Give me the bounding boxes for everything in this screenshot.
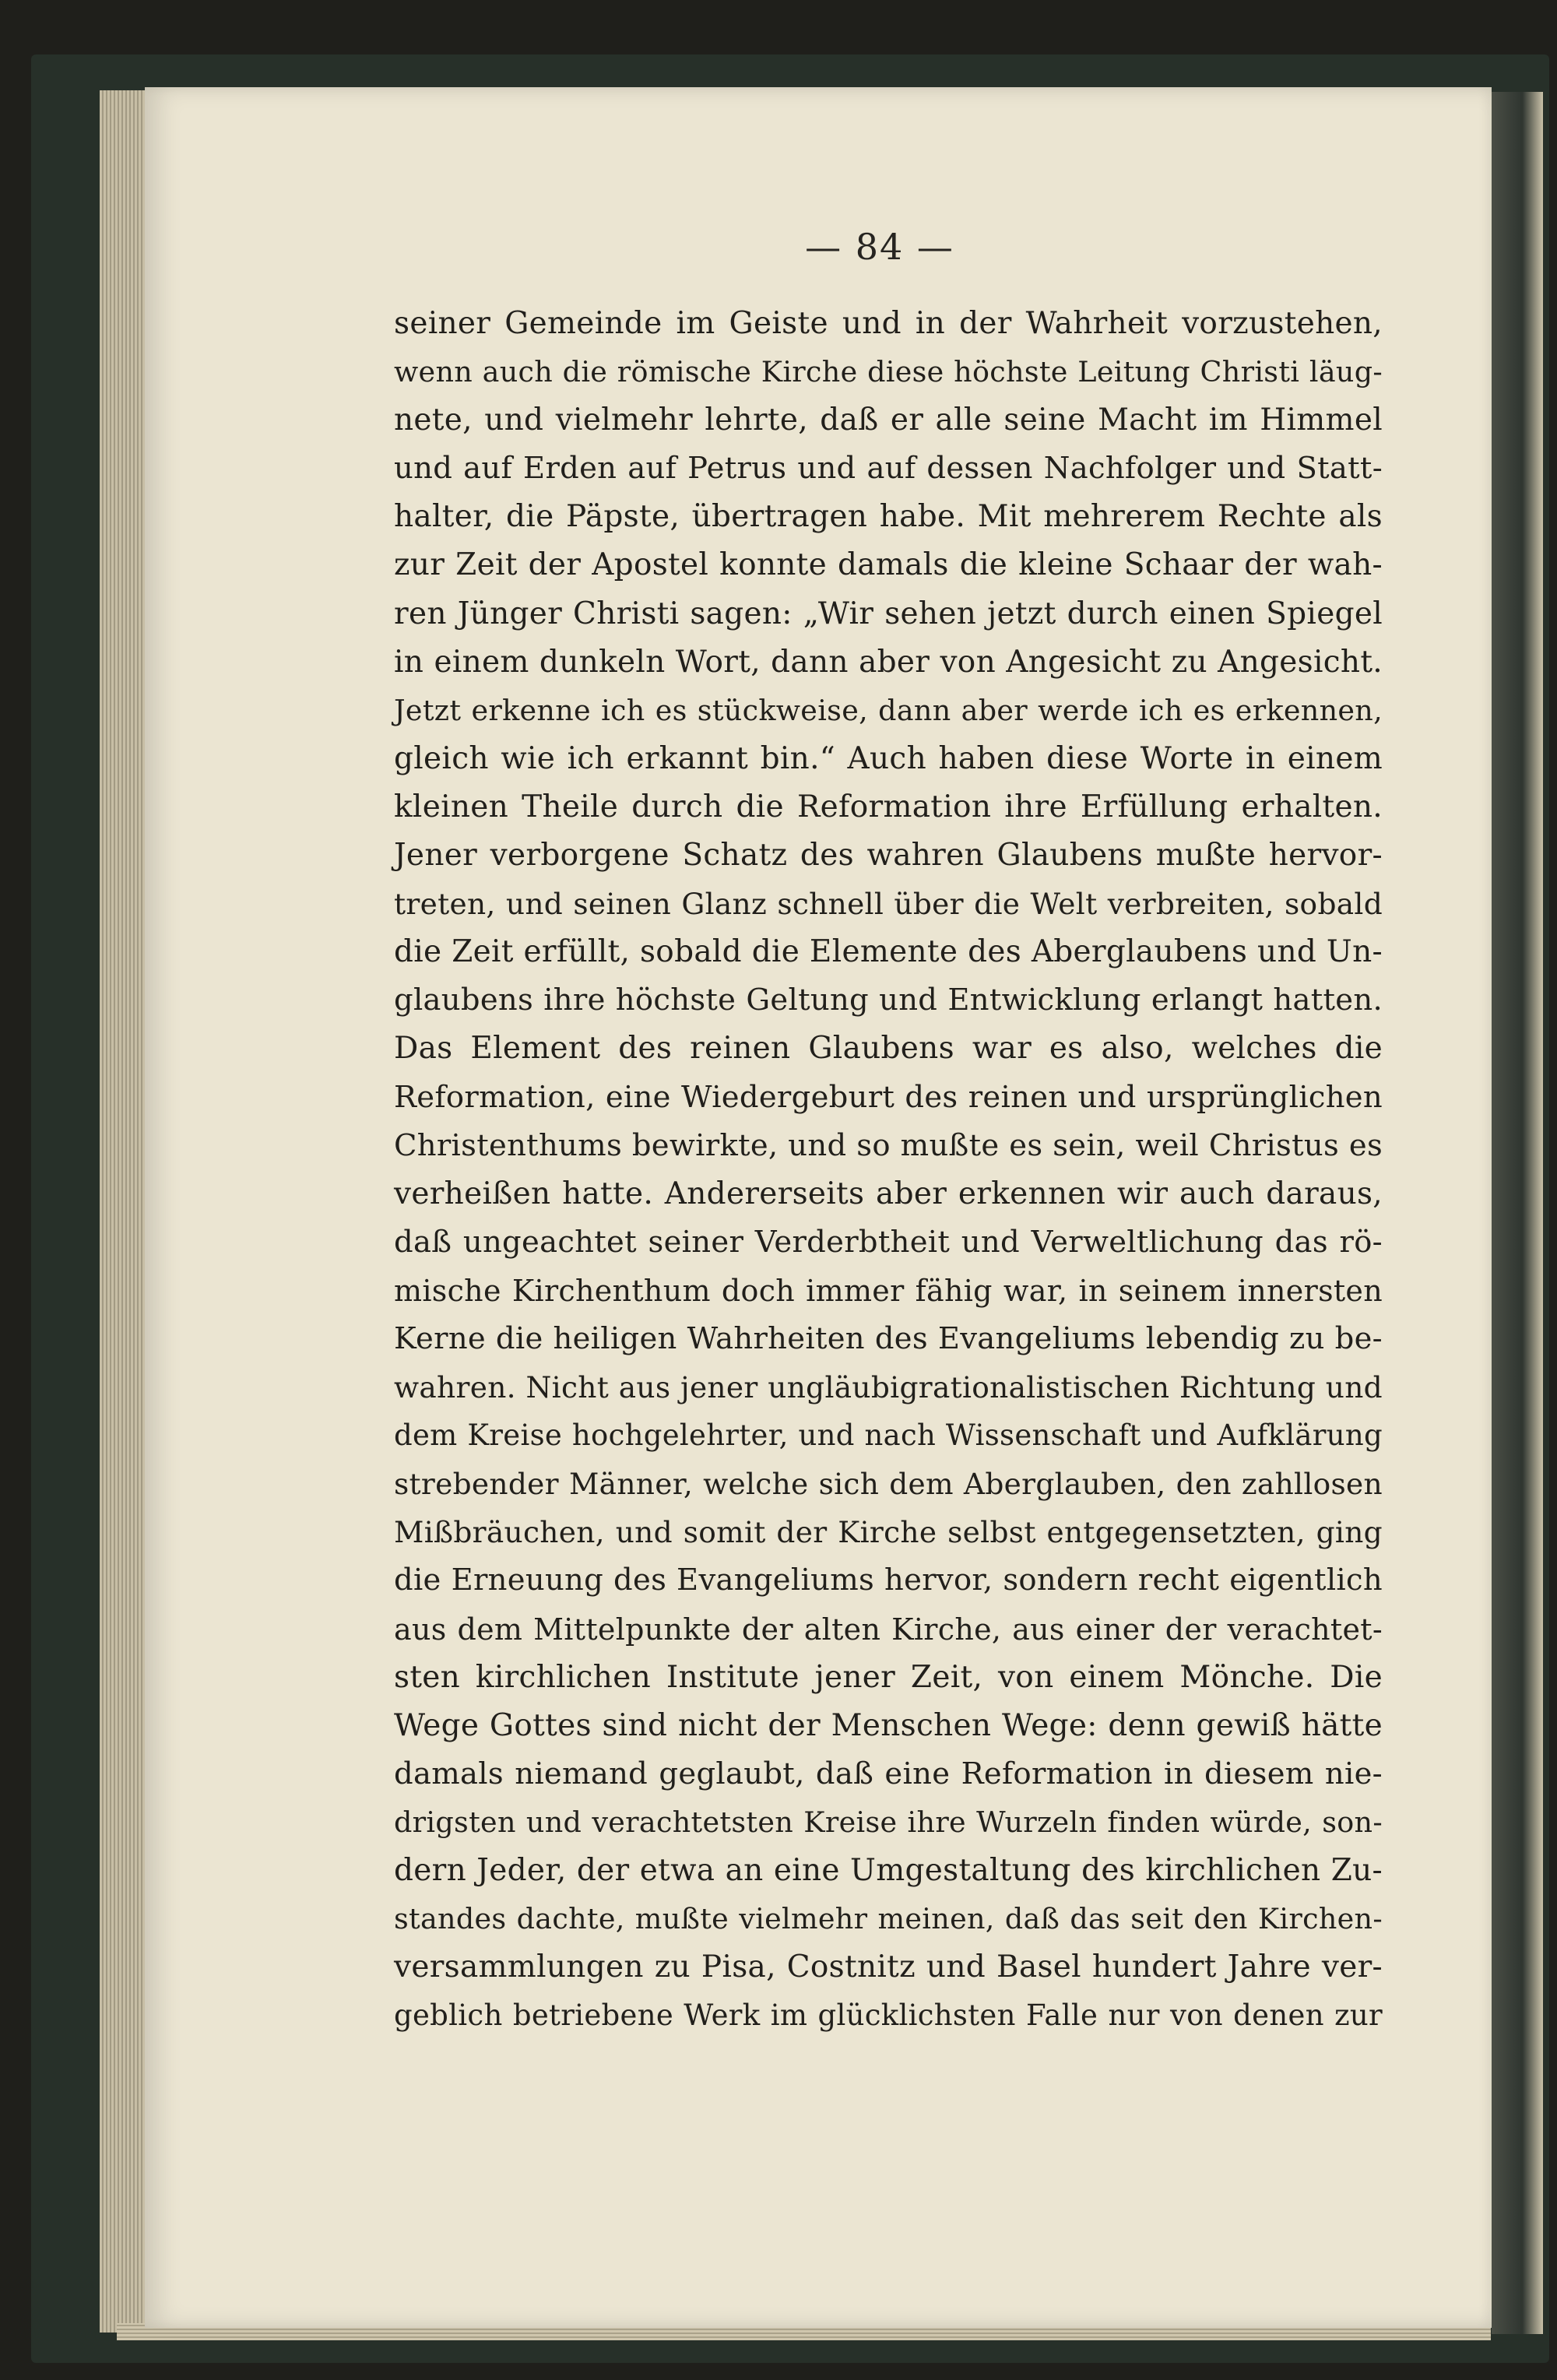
text-line: verheißen hatte. Andererseits aber erkennen wir auch daraus, bbox=[394, 1176, 1383, 1211]
text-line: strebender Männer, welche sich dem Aberglauben, den zahllosen bbox=[394, 1467, 1383, 1502]
text-line: wenn auch die römische Kirche diese höchste Leitung Christi läug- bbox=[394, 355, 1383, 389]
text-line: kleinen Theile durch die Reformation ihre Erfüllung erhalten. bbox=[394, 789, 1383, 824]
text-line: nete, und vielmehr lehrte, daß er alle seine Macht im Himmel bbox=[394, 403, 1383, 438]
text-line: geblich betriebene Werk im glücklichsten Falle nur von denen zur bbox=[394, 1999, 1383, 2033]
text-line: Jener verborgene Schatz des wahren Glaubens mußte hervor- bbox=[394, 838, 1383, 874]
text-line: gleich wie ich erkannt bin.“ Auch haben diese Worte in einem bbox=[394, 740, 1383, 776]
text-line: treten, und seinen Glanz schnell über die Welt verbreiten, sobald bbox=[394, 887, 1383, 922]
text-line: Jetzt erkenne ich es stückweise, dann aber werde ich es erkennen, bbox=[394, 693, 1383, 727]
text-line: daß ungeachtet seiner Verderbtheit und Verweltlichung das rö- bbox=[394, 1224, 1383, 1260]
text-line: Wege Gottes sind nicht der Menschen Wege: denn gewiß hätte bbox=[394, 1707, 1383, 1743]
text-line: Mißbräuchen, und somit der Kirche selbst entgegensetzten, ging bbox=[394, 1515, 1383, 1550]
text-line: glaubens ihre höchste Geltung und Entwicklung erlangt hatten. bbox=[394, 983, 1383, 1018]
text-line: und auf Erden auf Petrus und auf dessen Nachfolger und Statt- bbox=[394, 451, 1383, 487]
text-line: halter, die Päpste, übertragen habe. Mit mehrerem Rechte als bbox=[394, 499, 1383, 535]
text-line: drigsten und verachtetsten Kreise ihre Wurzeln finden würde, son- bbox=[394, 1805, 1383, 1839]
text-line: aus dem Mittelpunkte der alten Kirche, aus einer der verachtet- bbox=[394, 1612, 1383, 1647]
text-line: damals niemand geglaubt, daß eine Reformation in diesem nie- bbox=[394, 1756, 1383, 1791]
text-line: Kerne die heiligen Wahrheiten des Evangeliums lebendig zu be- bbox=[394, 1320, 1383, 1356]
text-line: die Zeit erfüllt, sobald die Elemente des Aberglaubens und Un- bbox=[394, 934, 1383, 970]
body-text bbox=[394, 300, 1383, 2040]
text-line: versammlungen zu Pisa, Costnitz und Basel hundert Jahre ver- bbox=[394, 1949, 1383, 1985]
text-line: seiner Gemeinde im Geiste und in der Wahrheit vorzustehen, bbox=[394, 306, 1383, 341]
text-line: Reformation, eine Wiedergeburt des reinen und ursprünglichen bbox=[394, 1079, 1383, 1115]
text-line: zur Zeit der Apostel konnte damals die kleine Schaar der wah- bbox=[394, 547, 1383, 583]
text-line: standes dachte, mußte vielmehr meinen, daß das seit den Kirchen- bbox=[394, 1902, 1383, 1936]
text-line: die Erneuung des Evangeliums hervor, sondern recht eigentlich bbox=[394, 1563, 1383, 1598]
book-spine-shadow bbox=[1492, 92, 1543, 2334]
text-line: mische Kirchenthum doch immer fähig war, in seinem innersten bbox=[394, 1273, 1383, 1308]
text-line: ren Jünger Christi sagen: „Wir sehen jetzt durch einen Spiegel bbox=[394, 596, 1383, 631]
page-number: — 84 — bbox=[805, 226, 954, 268]
text-line: Christenthums bewirkte, und so mußte es sein, weil Christus es bbox=[394, 1127, 1383, 1163]
text-line: wahren. Nicht aus jener ungläubigrationalistischen Richtung und bbox=[394, 1370, 1383, 1405]
text-line: Das Element des reinen Glaubens war es also, welches die bbox=[394, 1031, 1383, 1067]
text-line: dern Jeder, der etwa an eine Umgestaltung des kirchlichen Zu- bbox=[394, 1853, 1383, 1888]
text-line: dem Kreise hochgelehrter, und nach Wissenschaft und Aufklärung bbox=[394, 1419, 1383, 1453]
text-line: sten kirchlichen Institute jener Zeit, von einem Mönche. Die bbox=[394, 1659, 1383, 1695]
text-line: in einem dunkeln Wort, dann aber von Angesicht zu Angesicht. bbox=[394, 644, 1383, 680]
